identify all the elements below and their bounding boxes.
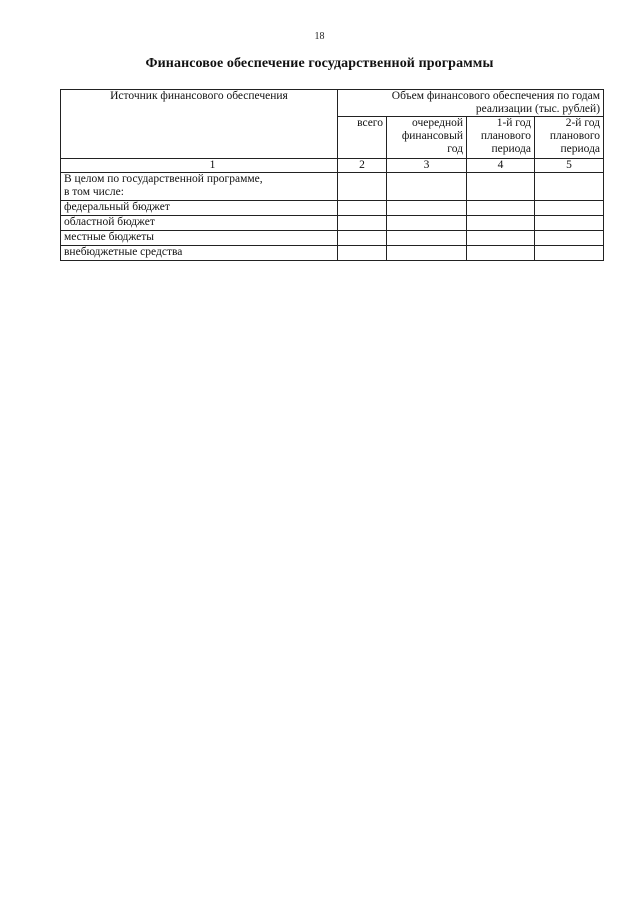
- subheader-current-year: очередной финансовый год: [387, 117, 467, 159]
- table-cell: [387, 216, 467, 231]
- row-label-line: в том числе:: [64, 186, 124, 198]
- column-number-row: [61, 159, 604, 173]
- table-cell: [467, 246, 535, 261]
- table-row: [61, 201, 604, 216]
- subheader-total: всего: [338, 117, 387, 159]
- row-label: федеральный бюджет: [61, 201, 338, 216]
- document-title: Финансовое обеспечение государственной программы: [145, 56, 494, 71]
- table-cell: [387, 231, 467, 246]
- table-cell: [338, 246, 387, 261]
- table-cell: [338, 201, 387, 216]
- row-label: внебюджетные средства: [61, 246, 338, 261]
- table-cell: [338, 216, 387, 231]
- column-number: 4: [467, 159, 535, 173]
- table-row: [61, 173, 604, 201]
- financing-table: [60, 89, 604, 261]
- header-source: Источник финансового обеспечения: [61, 90, 338, 159]
- table-cell: [387, 173, 467, 201]
- table-row: [61, 246, 604, 261]
- row-label-line: В целом по государственной программе,: [64, 173, 263, 185]
- column-number: 5: [535, 159, 604, 173]
- table-cell: [535, 246, 604, 261]
- column-number: 3: [387, 159, 467, 173]
- table-cell: [387, 246, 467, 261]
- table-cell: [535, 173, 604, 201]
- table-cell: [467, 173, 535, 201]
- page-number: 18: [314, 31, 325, 42]
- row-label: [61, 173, 338, 201]
- table-row: [61, 216, 604, 231]
- row-label: местные бюджеты: [61, 231, 338, 246]
- column-number: 1: [61, 159, 338, 173]
- table-cell: [387, 201, 467, 216]
- row-label: областной бюджет: [61, 216, 338, 231]
- table-cell: [467, 201, 535, 216]
- table-cell: [338, 231, 387, 246]
- column-number: 2: [338, 159, 387, 173]
- table-cell: [535, 201, 604, 216]
- table-cell: [535, 231, 604, 246]
- table-cell: [338, 173, 387, 201]
- table-cell: [467, 231, 535, 246]
- table-cell: [535, 216, 604, 231]
- table-cell: [467, 216, 535, 231]
- header-volume: Объем финансового обеспечения по годам реализации (тыс. рублей): [338, 90, 604, 117]
- header-row: [61, 90, 604, 117]
- subheader-plan-year-2: 2-й год планового периода: [535, 117, 604, 159]
- table-row: [61, 231, 604, 246]
- subheader-plan-year-1: 1-й год планового периода: [467, 117, 535, 159]
